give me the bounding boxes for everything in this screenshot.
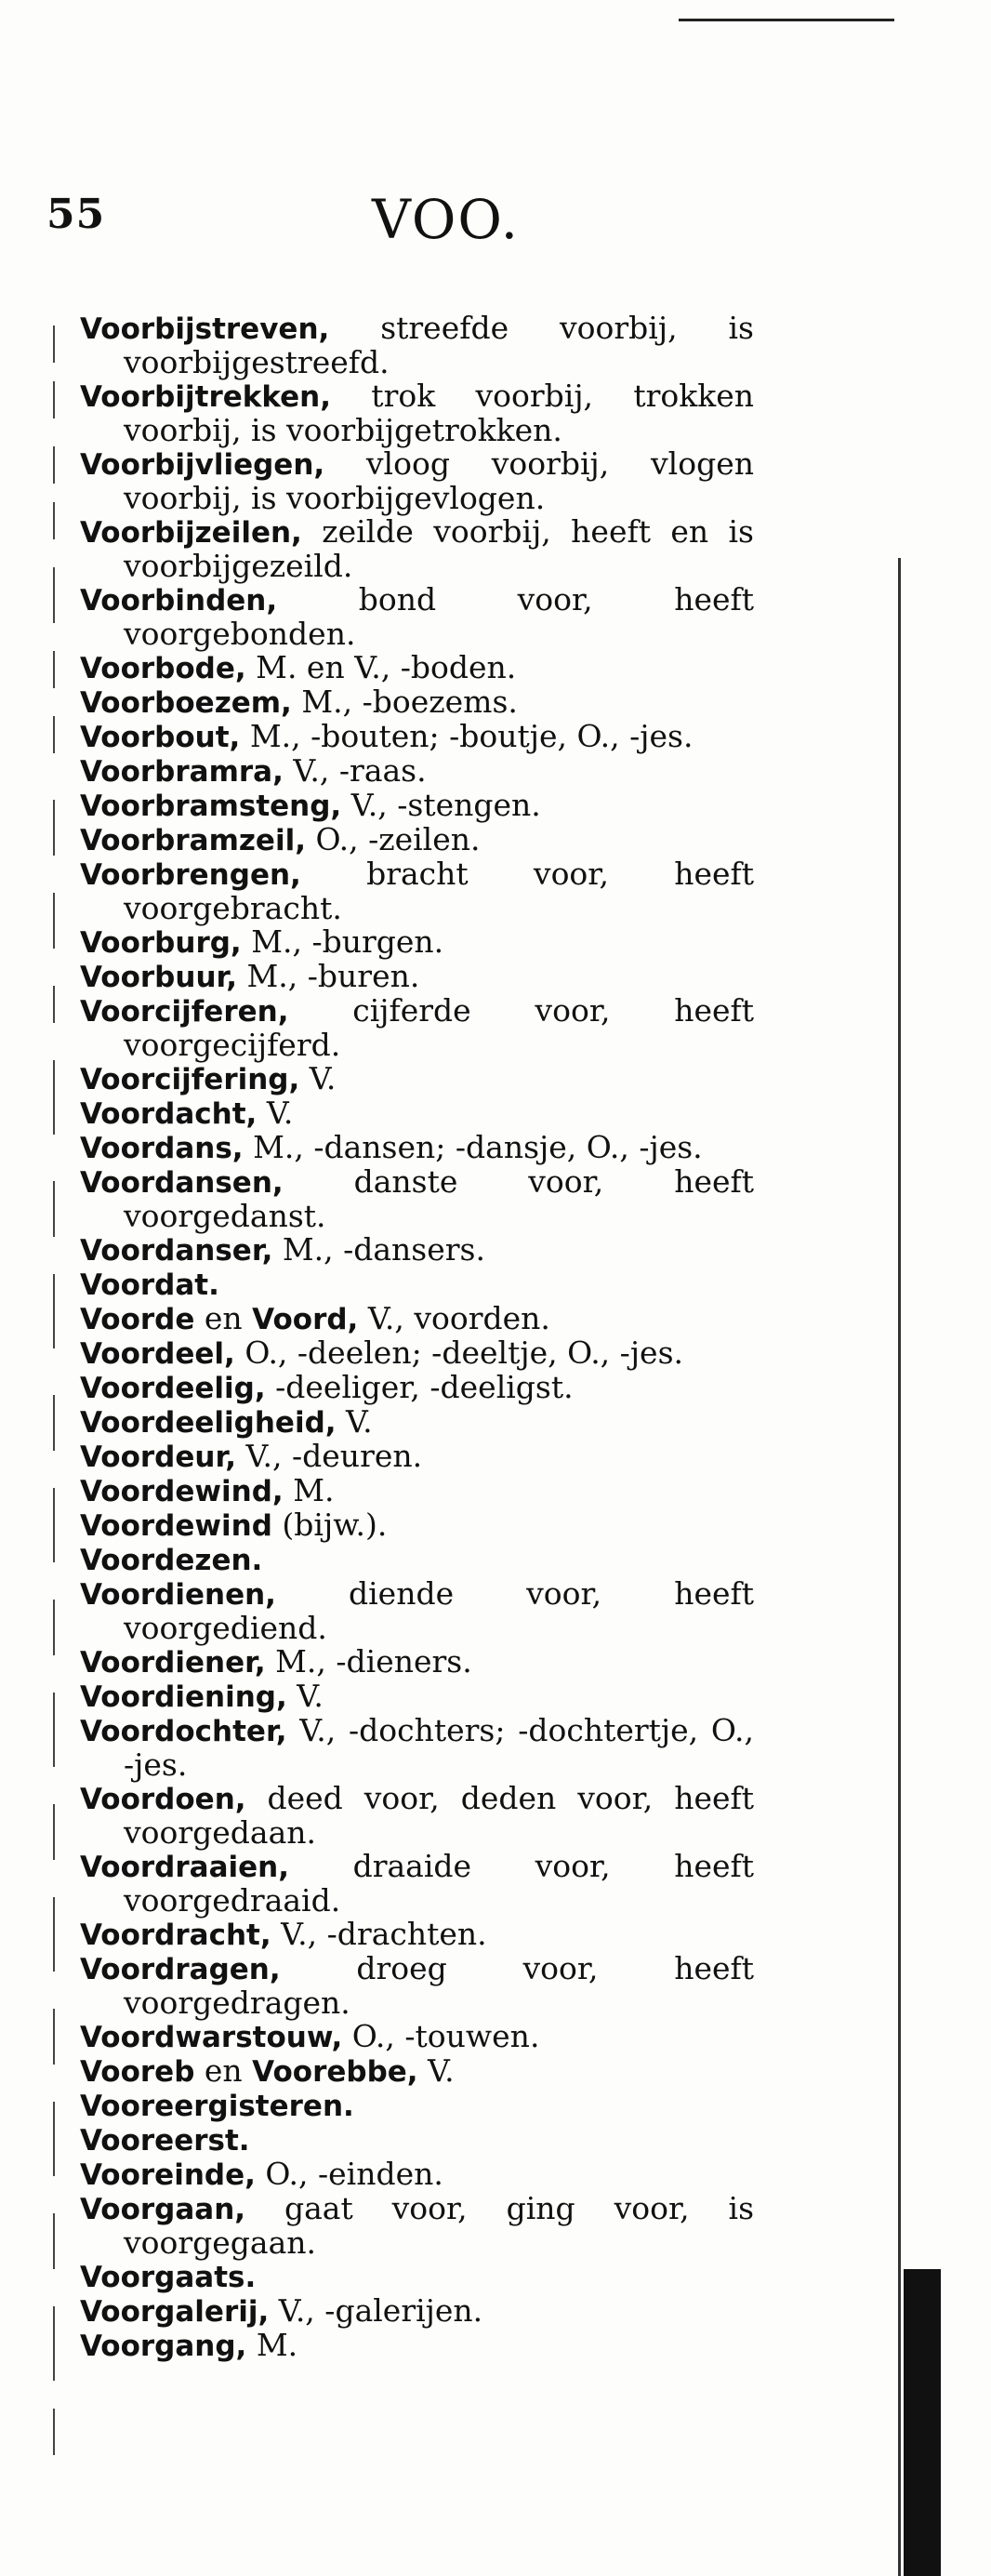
dictionary-entry [80, 754, 754, 789]
entry-headword: Vooreerst. [80, 2124, 250, 2158]
top-rule [679, 19, 894, 21]
entry-headword: Voordiening, [80, 1680, 287, 1714]
entry-headword: Voorgalerij, [80, 2295, 270, 2329]
entry-text: gaat voor, ging voor, is voorgegaan. [124, 2190, 754, 2261]
entry-text: M., -burgen. [241, 923, 444, 960]
entry-text: M., -dansers. [272, 1231, 485, 1268]
entry-headword: Voordeel, [80, 1337, 235, 1371]
entry-text: M., -buren. [237, 958, 420, 994]
dictionary-entry [80, 1302, 754, 1336]
entry-headword: Voorbramzeil, [80, 824, 306, 857]
entry-text: zeilde voorbij, heeft en is voorbijgezeild. [124, 513, 754, 584]
entry-text: V. [286, 1678, 324, 1714]
dictionary-entry [80, 685, 754, 720]
dictionary-entry [80, 1165, 754, 1233]
dictionary-entry [80, 1952, 754, 2020]
dictionary-entry [80, 1680, 754, 1714]
dictionary-entry [80, 1336, 754, 1371]
entry-text: draaide voor, heeft voorgedraaid. [124, 1848, 754, 1919]
entry-text: M. [283, 1472, 335, 1508]
entry-headword: Voorbijtrekken, [80, 380, 332, 414]
dictionary-entry [80, 1096, 754, 1131]
entry-headword: Voordracht, [80, 1919, 271, 1952]
entry-headword: Voorbinden, [80, 584, 278, 617]
entry-headword: Voordewind [80, 1509, 272, 1543]
entry-text: M., -dansen; -dansje, O., -jes. [243, 1129, 703, 1165]
entry-headword: Voorbout, [80, 721, 241, 754]
entry-text: V. [299, 1060, 337, 1096]
dictionary-entry [80, 583, 754, 651]
dictionary-entry [80, 1714, 754, 1782]
entry-text: danste voor, heeft voorgedanst. [124, 1163, 754, 1234]
dictionary-entry [80, 1371, 754, 1405]
entry-headword: Voordeur, [80, 1441, 236, 1474]
dictionary-entry [80, 1268, 754, 1302]
entry-text: deed voor, deden voor, heeft voorgedaan. [124, 1780, 754, 1851]
entry-headword: Voordienen, [80, 1578, 276, 1612]
entry-headword: Vooreb [80, 2055, 195, 2089]
entry-text: cijferde voor, heeft voorgecijferd. [124, 992, 754, 1063]
dictionary-entry [80, 1474, 754, 1508]
entry-text: bracht voor, heeft voorgebracht. [124, 856, 754, 926]
entry-headword: Voordacht, [80, 1097, 258, 1131]
entry-headword: Voorboezem, [80, 686, 292, 720]
entry-headword: Voord, [252, 1303, 359, 1336]
dictionary-entry [80, 1645, 754, 1680]
entry-text: M., -dieners. [265, 1643, 472, 1680]
dictionary-entry [80, 312, 754, 379]
dictionary-entry [80, 515, 754, 583]
entry-text: diende voor, heeft voorgediend. [124, 1575, 754, 1646]
entry-text: O., -einden. [255, 2156, 443, 2192]
entry-text: V., -stengen. [341, 787, 541, 823]
entry-text: V., -deuren. [235, 1438, 423, 1474]
dictionary-entry [80, 925, 754, 960]
entry-text: O., -deelen; -deeltje, O., -jes. [234, 1334, 684, 1371]
entry-text: en [194, 2052, 253, 2089]
entry-headword: Vooreergisteren. [80, 2090, 354, 2123]
entry-headword: Voorbode, [80, 652, 246, 685]
page-edge-shadow [898, 558, 945, 2576]
dictionary-entry [80, 857, 754, 925]
dictionary-entry [80, 1850, 754, 1918]
entry-headword: Voordat. [80, 1268, 219, 1302]
dictionary-entry [80, 2329, 754, 2363]
dictionary-entry [80, 2294, 754, 2329]
entry-headword: Voordragen, [80, 1953, 281, 1986]
dictionary-entry [80, 379, 754, 447]
dictionary-entry [80, 1405, 754, 1440]
entry-text: O., -touwen. [342, 2018, 540, 2054]
entry-headword: Voorbramsteng, [80, 790, 342, 823]
entry-text: V., -drachten. [271, 1916, 487, 1952]
entry-headword: Voordans, [80, 1132, 244, 1165]
page-number: 55 [46, 191, 106, 238]
entry-headword: Voordiener, [80, 1646, 266, 1680]
dictionary-entry [80, 1577, 754, 1645]
dictionary-entry [80, 1782, 754, 1850]
entry-headword: Voordezen. [80, 1544, 263, 1577]
dictionary-entry [80, 2260, 754, 2294]
dictionary-entry [80, 2020, 754, 2054]
dictionary-entry [80, 994, 754, 1062]
dictionary-entry [80, 447, 754, 515]
entry-text: V. [417, 2052, 455, 2089]
entry-headword: Voordeeligheid, [80, 1406, 337, 1440]
dictionary-entry [80, 2089, 754, 2123]
dictionary-entry [80, 1131, 754, 1165]
entry-headword: Voordraaien, [80, 1851, 289, 1884]
entry-headword: Voorgaan, [80, 2193, 246, 2226]
entry-text: vloog voorbij, vlogen voorbij, is voorbijgevlogen. [124, 445, 754, 516]
entry-headword: Voordoen, [80, 1783, 246, 1816]
entry-headword: Voordewind, [80, 1475, 284, 1508]
entry-headword: Voorgaats. [80, 2261, 257, 2294]
dictionary-entry [80, 1062, 754, 1096]
dictionary-entry [80, 2054, 754, 2089]
entry-headword: Voorbijzeilen, [80, 516, 302, 550]
entry-headword: Voorebbe, [252, 2055, 418, 2089]
entry-headword: Voordwarstouw, [80, 2021, 343, 2054]
entry-headword: Voordanser, [80, 1234, 273, 1268]
entry-text: M., -bouten; -boutje, O., -jes. [240, 718, 694, 754]
entry-headword: Voorbuur, [80, 961, 238, 994]
entry-headword: Voorbrengen, [80, 858, 301, 892]
entry-headword: Voorcijferen, [80, 995, 289, 1029]
entry-text: en [194, 1300, 253, 1336]
entry-text: V., voorden. [358, 1300, 550, 1336]
dictionary-entry [80, 2158, 754, 2192]
left-margin-marks [53, 316, 58, 2455]
entry-text: O., -zeilen. [305, 821, 481, 857]
dictionary-entry [80, 2192, 754, 2260]
entry-text: M. en V., -boden. [245, 649, 517, 685]
entry-text: V., -galerijen. [269, 2292, 483, 2329]
entry-headword: Voordochter, [80, 1715, 287, 1748]
entry-text: V. [257, 1095, 294, 1131]
entry-text: trok voorbij, trokken voorbij, is voorbijgetrokken. [124, 378, 754, 448]
entry-text: bond voor, heeft voorgebonden. [124, 581, 754, 652]
entry-text: streefde voorbij, is voorbijgestreefd. [124, 310, 754, 380]
dictionary-entry [80, 789, 754, 823]
entry-text: V. [336, 1403, 373, 1440]
entry-text: (bijw.). [271, 1507, 388, 1543]
dictionary-entry [80, 1508, 754, 1543]
entry-headword: Voorburg, [80, 926, 242, 960]
entry-headword: Voordansen, [80, 1166, 284, 1200]
entry-headword: Voorgang, [80, 2330, 247, 2363]
entry-headword: Voorcijfering, [80, 1063, 300, 1096]
entry-text: -deeliger, -deeligst. [265, 1369, 574, 1405]
dictionary-entry [80, 823, 754, 857]
entry-text: V., -dochters; -dochtertje, O., -jes. [124, 1712, 754, 1783]
entry-headword: Voorde [80, 1303, 195, 1336]
dictionary-entry [80, 2123, 754, 2158]
running-head: VOO. [372, 188, 521, 251]
dictionary-entry [80, 960, 754, 994]
entry-headword: Voorbijstreven, [80, 312, 330, 346]
dictionary-entry [80, 1918, 754, 1952]
entry-headword: Voorbijvliegen, [80, 448, 325, 482]
entry-text: V., -raas. [283, 752, 427, 789]
dictionary-entry [80, 720, 754, 754]
entry-headword: Voordeelig, [80, 1372, 266, 1405]
dictionary-entry [80, 651, 754, 685]
dictionary-entries [80, 312, 754, 2363]
dictionary-entry [80, 1543, 754, 1577]
entry-text: M., -boezems. [291, 684, 518, 720]
entry-text: droeg voor, heeft voorgedragen. [124, 1950, 754, 2021]
entry-text: M. [246, 2327, 298, 2363]
dictionary-entry [80, 1233, 754, 1268]
entry-headword: Voorbramra, [80, 755, 284, 789]
dictionary-entry [80, 1440, 754, 1474]
entry-headword: Vooreinde, [80, 2158, 256, 2192]
